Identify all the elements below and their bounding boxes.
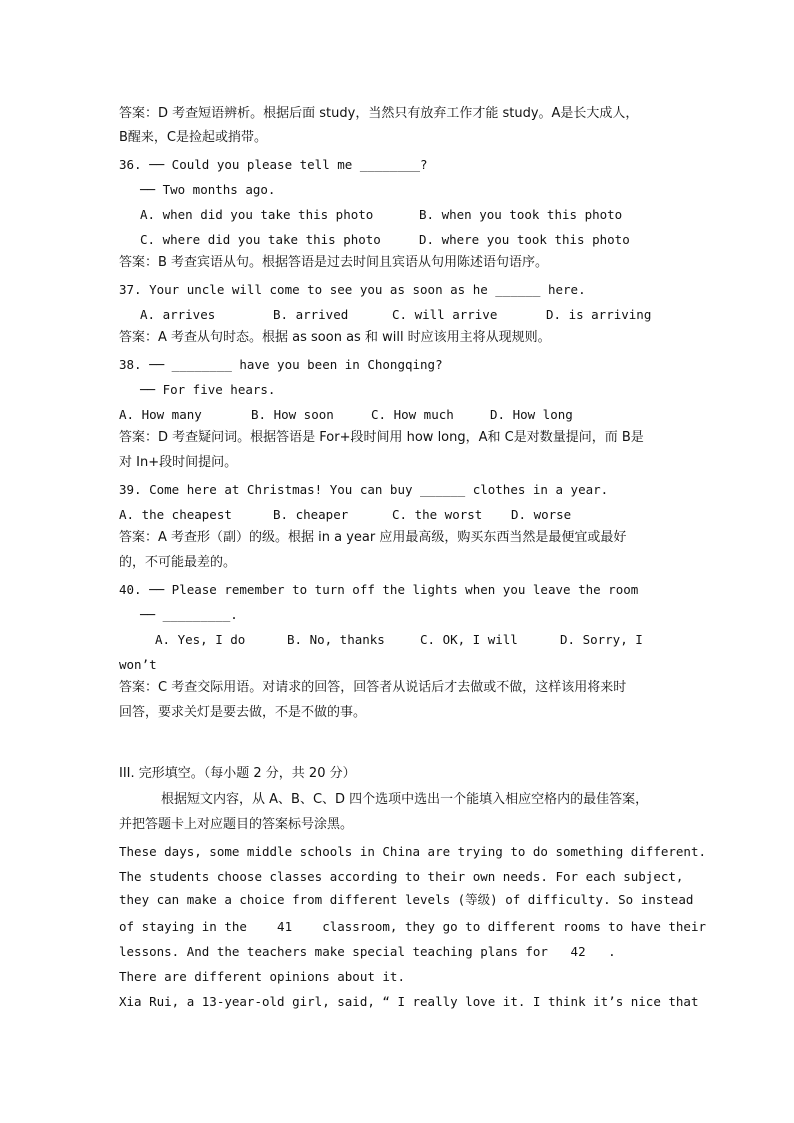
- q37-answer: 答案：A 考查从句时态。根据 as soon as 和 will 时应该用主将从现规则。: [119, 330, 551, 345]
- q38-option-b: B. How soon: [251, 407, 334, 422]
- q40-option-b: B. No, thanks: [287, 632, 385, 647]
- q40-option-d-continued: won’t: [119, 657, 157, 672]
- passage-line: they can make a choice from different levels (等级) of difficulty. So instead: [119, 892, 694, 907]
- q40-option-d: D. Sorry, I: [560, 632, 643, 647]
- q38-reply: ── For five hears.: [140, 382, 276, 397]
- q40-answer-line1: 答案：C 考查交际用语。对请求的回答，回答者从说话后才去做或不做，这样该用将来时: [119, 680, 627, 695]
- q39-stem: 39. Come here at Christmas! You can buy ______ clothes in a year.: [119, 482, 609, 497]
- q36-option-d: D. where you took this photo: [419, 232, 630, 247]
- section-instruction-line1: 根据短文内容，从 A、B、C、D 四个选项中选出一个能填入相应空格内的最佳答案，: [161, 792, 649, 807]
- q39-answer-line2: 的，不可能最差的。: [119, 555, 237, 570]
- passage-line: lessons. And the teachers make special teaching plans for 42 .: [119, 944, 616, 959]
- q40-answer-line2: 回答，要求关灯是要去做，不是不做的事。: [119, 705, 367, 720]
- q38-option-c: C. How much: [371, 407, 454, 422]
- q39-answer-line1: 答案：A 考查形（副）的级。根据 in a year 应用最高级，购买东西当然是最便宜或最好: [119, 530, 627, 545]
- q38-answer-line1: 答案：D 考查疑问词。根据答语是 For+段时间用 how long，A和 C是对数量提问，而 B是: [119, 430, 644, 445]
- q38-answer-line2: 对 In+段时间提问。: [119, 455, 238, 470]
- passage-line: Xia Rui, a 13-year-old girl, said, “ I really love it. I think it’s nice that: [119, 994, 699, 1009]
- q39-option-c: C. the worst: [392, 507, 483, 522]
- q36-option-c: C. where did you take this photo: [140, 232, 381, 247]
- q39-option-b: B. cheaper: [273, 507, 349, 522]
- q36-stem: 36. ── Could you please tell me ________?: [119, 157, 428, 172]
- q39-option-d: D. worse: [511, 507, 572, 522]
- q36-reply: ── Two months ago.: [140, 182, 276, 197]
- q37-option-c: C. will arrive: [392, 307, 498, 322]
- q40-stem: 40. ── Please remember to turn off the lights when you leave the room: [119, 582, 639, 597]
- q36-option-b: B. when you took this photo: [419, 207, 623, 222]
- q37-option-d: D. is arriving: [546, 307, 652, 322]
- q35-answer-line1: 答案：D 考查短语辨析。根据后面 study，当然只有放弃工作才能 study。A是长大成人，: [119, 106, 639, 121]
- q36-option-a: A. when did you take this photo: [140, 207, 374, 222]
- q36-answer: 答案：B 考查宾语从句。根据答语是过去时间且宾语从句用陈述语句语序。: [119, 255, 549, 270]
- passage-line: There are different opinions about it.: [119, 969, 405, 984]
- passage-line: These days, some middle schools in China are trying to do something different.: [119, 844, 706, 859]
- q38-option-a: A. How many: [119, 407, 202, 422]
- q38-option-d: D. How long: [490, 407, 573, 422]
- section-instruction-line2: 并把答题卡上对应题目的答案标号涂黑。: [119, 817, 354, 832]
- q38-stem: 38. ── ________ have you been in Chongqing?: [119, 357, 443, 372]
- q40-reply: ── _________.: [140, 607, 238, 622]
- passage-line: The students choose classes according to their own needs. For each subject,: [119, 869, 684, 884]
- q37-stem: 37. Your uncle will come to see you as soon as he ______ here.: [119, 282, 586, 297]
- q40-option-a: A. Yes, I do: [155, 632, 246, 647]
- q35-answer-line2: B醒来，C是捡起或捎带。: [119, 130, 267, 145]
- q39-option-a: A. the cheapest: [119, 507, 232, 522]
- section-heading: III. 完形填空。（每小题 2 分，共 20 分）: [119, 766, 356, 781]
- q40-option-c: C. OK, I will: [420, 632, 518, 647]
- q37-option-a: A. arrives: [140, 307, 216, 322]
- q37-option-b: B. arrived: [273, 307, 349, 322]
- passage-line: of staying in the 41 classroom, they go to different rooms to have their: [119, 919, 706, 934]
